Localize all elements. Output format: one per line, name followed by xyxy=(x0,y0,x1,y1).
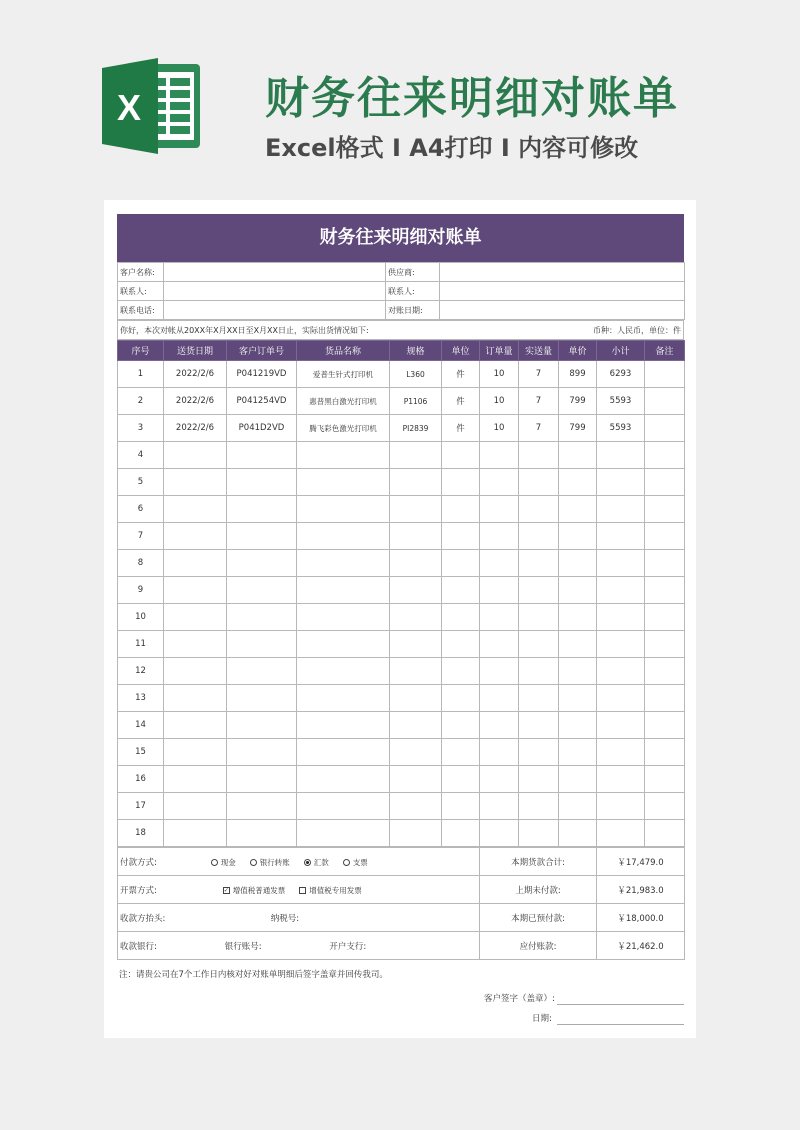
cell-name[interactable] xyxy=(297,685,390,712)
cell-no: 2 xyxy=(118,388,164,415)
cell-date[interactable] xyxy=(164,631,227,658)
phone-label: 联系电话: xyxy=(118,301,164,320)
cell-date[interactable] xyxy=(164,793,227,820)
payment-option-label: 支票 xyxy=(352,857,368,867)
column-header: 序号 xyxy=(118,341,164,361)
cell-unit[interactable] xyxy=(442,577,480,604)
reconcile-date-field[interactable] xyxy=(440,301,685,320)
customer-signature-label: 客户签字（盖章）: xyxy=(484,994,555,1004)
cell-order[interactable]: P041D2VD xyxy=(227,415,297,442)
payee-cell xyxy=(118,904,480,932)
cell-subtotal[interactable] xyxy=(597,550,645,577)
excel-logo-icon xyxy=(102,58,202,154)
customer-name-field[interactable] xyxy=(164,263,386,282)
cell-sent[interactable] xyxy=(519,820,559,847)
cell-sent[interactable] xyxy=(519,739,559,766)
cell-sent[interactable] xyxy=(519,577,559,604)
payment-option-label: 现金 xyxy=(220,857,236,867)
cell-spec[interactable] xyxy=(390,469,442,496)
table-row xyxy=(118,658,685,685)
cell-order[interactable] xyxy=(227,442,297,469)
cell-no: 8 xyxy=(118,550,164,577)
cell-sent[interactable] xyxy=(519,604,559,631)
cell-price[interactable] xyxy=(559,766,597,793)
summary-label-3: 应付账款: xyxy=(480,932,597,960)
cell-price[interactable]: 899 xyxy=(559,361,597,388)
cell-name[interactable] xyxy=(297,523,390,550)
cell-price[interactable] xyxy=(559,820,597,847)
cell-order[interactable] xyxy=(227,577,297,604)
cell-qty[interactable] xyxy=(480,658,519,685)
cell-order[interactable]: P041254VD xyxy=(227,388,297,415)
cell-sent[interactable] xyxy=(519,685,559,712)
cell-order[interactable]: P041219VD xyxy=(227,361,297,388)
cell-order[interactable] xyxy=(227,739,297,766)
bank-cell xyxy=(118,932,480,960)
cell-order[interactable] xyxy=(227,793,297,820)
cell-remark[interactable] xyxy=(645,550,685,577)
cell-date[interactable] xyxy=(164,523,227,550)
table-row xyxy=(118,685,685,712)
invoice-option-label: 增值税普通发票 xyxy=(232,885,286,895)
cell-name[interactable] xyxy=(297,469,390,496)
cell-price[interactable]: 799 xyxy=(559,388,597,415)
cell-order[interactable] xyxy=(227,469,297,496)
payment-option[interactable] xyxy=(304,857,329,868)
column-header: 实送量 xyxy=(519,341,559,361)
cell-subtotal[interactable] xyxy=(597,496,645,523)
cell-no: 12 xyxy=(118,658,164,685)
invoice-option[interactable] xyxy=(223,885,286,896)
payment-method-label: 付款方式: xyxy=(120,857,157,868)
cell-spec[interactable] xyxy=(390,604,442,631)
table-row xyxy=(118,469,685,496)
cell-date[interactable] xyxy=(164,550,227,577)
cell-unit[interactable] xyxy=(442,712,480,739)
cell-no: 6 xyxy=(118,496,164,523)
cell-date[interactable] xyxy=(164,604,227,631)
cell-remark[interactable] xyxy=(645,388,685,415)
cell-subtotal[interactable] xyxy=(597,604,645,631)
cell-qty[interactable]: 10 xyxy=(480,415,519,442)
cell-spec[interactable] xyxy=(390,712,442,739)
summary-label-1: 上期未付款: xyxy=(480,876,597,904)
cell-spec[interactable] xyxy=(390,820,442,847)
invoice-method-label: 开票方式: xyxy=(120,885,157,896)
cell-remark[interactable] xyxy=(645,739,685,766)
cell-spec[interactable]: PI2839 xyxy=(390,415,442,442)
cell-qty[interactable] xyxy=(480,793,519,820)
banner-title: 财务往来明细对账单 xyxy=(265,73,679,124)
cell-date[interactable] xyxy=(164,442,227,469)
cell-no: 7 xyxy=(118,523,164,550)
cell-qty[interactable] xyxy=(480,469,519,496)
cell-price[interactable] xyxy=(559,523,597,550)
summary-value-2: ￥18,000.0 xyxy=(597,904,685,932)
table-row xyxy=(118,712,685,739)
cell-price[interactable] xyxy=(559,496,597,523)
cell-sent[interactable] xyxy=(519,766,559,793)
cell-price[interactable]: 799 xyxy=(559,415,597,442)
statement-sheet xyxy=(104,200,696,1038)
items-table xyxy=(117,340,685,847)
summary-value-3: ￥21,462.0 xyxy=(597,932,685,960)
contact-label: 联系人: xyxy=(118,282,164,301)
cell-sent[interactable] xyxy=(519,631,559,658)
invoice-option[interactable] xyxy=(299,885,362,896)
payment-option-label: 汇款 xyxy=(313,857,329,867)
column-header: 备注 xyxy=(645,341,685,361)
cell-remark[interactable] xyxy=(645,793,685,820)
cell-qty[interactable] xyxy=(480,604,519,631)
invoice-option-label: 增值税专用发票 xyxy=(309,885,362,895)
cell-unit[interactable] xyxy=(442,442,480,469)
cell-sent[interactable] xyxy=(519,550,559,577)
cell-price[interactable] xyxy=(559,442,597,469)
cell-subtotal[interactable] xyxy=(597,685,645,712)
cell-spec[interactable] xyxy=(390,523,442,550)
cell-price[interactable] xyxy=(559,739,597,766)
supplier-field[interactable] xyxy=(440,263,685,282)
cell-order[interactable] xyxy=(227,523,297,550)
cell-price[interactable] xyxy=(559,685,597,712)
cell-unit[interactable] xyxy=(442,604,480,631)
column-header: 货品名称 xyxy=(297,341,390,361)
bank-label: 收款银行: xyxy=(120,941,157,952)
cell-order[interactable] xyxy=(227,820,297,847)
cell-subtotal[interactable] xyxy=(597,766,645,793)
cell-unit[interactable] xyxy=(442,739,480,766)
cell-unit[interactable] xyxy=(442,793,480,820)
cell-date[interactable] xyxy=(164,820,227,847)
payment-option[interactable] xyxy=(211,857,236,868)
sign-date-label: 日期: xyxy=(532,1014,552,1024)
cell-remark[interactable] xyxy=(645,712,685,739)
cell-spec[interactable] xyxy=(390,496,442,523)
cell-remark[interactable] xyxy=(645,820,685,847)
cell-sent[interactable] xyxy=(519,442,559,469)
table-row xyxy=(118,604,685,631)
cell-qty[interactable] xyxy=(480,712,519,739)
intro-table xyxy=(117,320,684,340)
cell-subtotal[interactable] xyxy=(597,469,645,496)
cell-spec[interactable] xyxy=(390,739,442,766)
table-row xyxy=(118,496,685,523)
cell-name[interactable] xyxy=(297,496,390,523)
cell-name[interactable] xyxy=(297,442,390,469)
cell-name[interactable] xyxy=(297,793,390,820)
cell-subtotal[interactable] xyxy=(597,577,645,604)
customer-name-label: 客户名称: xyxy=(118,263,164,282)
cell-subtotal[interactable] xyxy=(597,820,645,847)
cell-order[interactable] xyxy=(227,712,297,739)
cell-price[interactable] xyxy=(559,631,597,658)
column-header: 规格 xyxy=(390,341,442,361)
cell-unit[interactable] xyxy=(442,469,480,496)
cell-unit[interactable] xyxy=(442,523,480,550)
cell-sent[interactable] xyxy=(519,496,559,523)
checkbox-icon: ✓ xyxy=(223,887,229,894)
cell-subtotal[interactable]: 5593 xyxy=(597,415,645,442)
table-row xyxy=(118,388,685,415)
cell-remark[interactable] xyxy=(645,604,685,631)
payment-method-cell xyxy=(118,848,480,876)
cell-name[interactable] xyxy=(297,712,390,739)
branch-label: 开户支行: xyxy=(329,941,367,952)
cell-date[interactable]: 2022/2/6 xyxy=(164,361,227,388)
column-header: 订单量 xyxy=(480,341,519,361)
cell-subtotal[interactable] xyxy=(597,658,645,685)
cell-qty[interactable] xyxy=(480,766,519,793)
contact-field[interactable] xyxy=(164,282,386,301)
cell-price[interactable] xyxy=(559,550,597,577)
cell-price[interactable] xyxy=(559,712,597,739)
cell-remark[interactable] xyxy=(645,361,685,388)
cell-name[interactable]: 腾飞彩色激光打印机 xyxy=(297,415,390,442)
cell-qty[interactable] xyxy=(480,820,519,847)
cell-no: 4 xyxy=(118,442,164,469)
cell-remark[interactable] xyxy=(645,442,685,469)
cell-sent[interactable] xyxy=(519,793,559,820)
signature-line[interactable] xyxy=(557,1004,684,1005)
column-header: 送货日期 xyxy=(164,341,227,361)
cell-name[interactable] xyxy=(297,766,390,793)
payment-option-label: 银行转账 xyxy=(259,857,290,867)
cell-remark[interactable] xyxy=(645,469,685,496)
cell-subtotal[interactable] xyxy=(597,631,645,658)
cell-spec[interactable] xyxy=(390,550,442,577)
summary-value-1: ￥21,983.0 xyxy=(597,876,685,904)
summary-value-0: ￥17,479.0 xyxy=(597,848,685,876)
cell-remark[interactable] xyxy=(645,658,685,685)
cell-qty[interactable] xyxy=(480,685,519,712)
cell-no: 1 xyxy=(118,361,164,388)
cell-remark[interactable] xyxy=(645,685,685,712)
cell-price[interactable] xyxy=(559,577,597,604)
account-label: 银行账号: xyxy=(224,941,262,952)
column-header: 小计 xyxy=(597,341,645,361)
table-row xyxy=(118,523,685,550)
cell-price[interactable] xyxy=(559,469,597,496)
tax-number-label: 纳税号: xyxy=(270,913,300,924)
cell-date[interactable] xyxy=(164,658,227,685)
cell-no: 14 xyxy=(118,712,164,739)
cell-qty[interactable]: 10 xyxy=(480,388,519,415)
cell-subtotal[interactable] xyxy=(597,712,645,739)
column-header: 客户订单号 xyxy=(227,341,297,361)
cell-order[interactable] xyxy=(227,496,297,523)
cell-price[interactable] xyxy=(559,604,597,631)
cell-no: 3 xyxy=(118,415,164,442)
cell-name[interactable] xyxy=(297,658,390,685)
cell-subtotal[interactable] xyxy=(597,793,645,820)
cell-order[interactable] xyxy=(227,658,297,685)
intro-text: 你好，本次对帐从20XX年X月XX日至X月XX日止，实际出货情况如下: xyxy=(118,321,401,340)
contact2-label: 联系人: xyxy=(386,282,440,301)
cell-subtotal[interactable] xyxy=(597,523,645,550)
column-header: 单位 xyxy=(442,341,480,361)
cell-sent[interactable] xyxy=(519,712,559,739)
cell-subtotal[interactable] xyxy=(597,739,645,766)
cell-qty[interactable] xyxy=(480,577,519,604)
cell-sent[interactable] xyxy=(519,658,559,685)
table-row xyxy=(118,739,685,766)
cell-unit[interactable]: 件 xyxy=(442,388,480,415)
cell-spec[interactable] xyxy=(390,577,442,604)
payment-option[interactable] xyxy=(343,857,368,868)
cell-no: 9 xyxy=(118,577,164,604)
cell-remark[interactable] xyxy=(645,496,685,523)
cell-sent[interactable]: 7 xyxy=(519,361,559,388)
cell-no: 17 xyxy=(118,793,164,820)
cell-spec[interactable]: P1106 xyxy=(390,388,442,415)
cell-unit[interactable] xyxy=(442,820,480,847)
cell-price[interactable] xyxy=(559,793,597,820)
payee-label: 收款方抬头: xyxy=(120,913,166,924)
cell-remark[interactable] xyxy=(645,577,685,604)
checkbox-icon xyxy=(299,887,306,894)
cell-date[interactable] xyxy=(164,577,227,604)
cell-no: 15 xyxy=(118,739,164,766)
cell-remark[interactable] xyxy=(645,766,685,793)
cell-spec[interactable] xyxy=(390,685,442,712)
phone-field[interactable] xyxy=(164,301,386,320)
table-row xyxy=(118,766,685,793)
cell-unit[interactable] xyxy=(442,496,480,523)
sign-date-line[interactable] xyxy=(557,1024,684,1025)
cell-date[interactable]: 2022/2/6 xyxy=(164,415,227,442)
radio-icon xyxy=(304,859,311,866)
cell-no: 5 xyxy=(118,469,164,496)
cell-order[interactable] xyxy=(227,604,297,631)
cell-date[interactable] xyxy=(164,469,227,496)
cell-subtotal[interactable]: 5593 xyxy=(597,388,645,415)
cell-no: 18 xyxy=(118,820,164,847)
cell-qty[interactable] xyxy=(480,739,519,766)
cell-unit[interactable] xyxy=(442,685,480,712)
cell-qty[interactable] xyxy=(480,442,519,469)
cell-unit[interactable] xyxy=(442,658,480,685)
cell-qty[interactable]: 10 xyxy=(480,361,519,388)
cell-qty[interactable] xyxy=(480,631,519,658)
cell-name[interactable]: 惠普黑白激光打印机 xyxy=(297,388,390,415)
cell-name[interactable] xyxy=(297,577,390,604)
invoice-method-cell xyxy=(118,876,480,904)
logo-letter: X xyxy=(116,87,142,128)
cell-qty[interactable] xyxy=(480,496,519,523)
column-header: 单价 xyxy=(559,341,597,361)
cell-no: 16 xyxy=(118,766,164,793)
cell-name[interactable] xyxy=(297,820,390,847)
cell-subtotal[interactable] xyxy=(597,442,645,469)
cell-sent[interactable] xyxy=(519,469,559,496)
cell-unit[interactable]: 件 xyxy=(442,361,480,388)
cell-spec[interactable]: L360 xyxy=(390,361,442,388)
cell-date[interactable] xyxy=(164,766,227,793)
cell-unit[interactable] xyxy=(442,631,480,658)
cell-date[interactable]: 2022/2/6 xyxy=(164,388,227,415)
cell-name[interactable]: 爱普生针式打印机 xyxy=(297,361,390,388)
table-row xyxy=(118,442,685,469)
cell-qty[interactable] xyxy=(480,550,519,577)
payment-table xyxy=(117,847,685,960)
table-row xyxy=(118,550,685,577)
cell-no: 11 xyxy=(118,631,164,658)
radio-icon xyxy=(250,859,257,866)
cell-spec[interactable] xyxy=(390,658,442,685)
supplier-label: 供应商: xyxy=(386,263,440,282)
cell-no: 13 xyxy=(118,685,164,712)
cell-remark[interactable] xyxy=(645,415,685,442)
footer-note: 注：请贵公司在7个工作日内核对好对账单明细后签字盖章并回传我司。 xyxy=(119,970,388,980)
cell-name[interactable] xyxy=(297,739,390,766)
cell-price[interactable] xyxy=(559,658,597,685)
cell-subtotal[interactable]: 6293 xyxy=(597,361,645,388)
cell-date[interactable] xyxy=(164,712,227,739)
cell-name[interactable] xyxy=(297,550,390,577)
cell-spec[interactable] xyxy=(390,442,442,469)
cell-date[interactable] xyxy=(164,685,227,712)
cell-remark[interactable] xyxy=(645,631,685,658)
cell-qty[interactable] xyxy=(480,523,519,550)
cell-remark[interactable] xyxy=(645,523,685,550)
cell-unit[interactable] xyxy=(442,550,480,577)
table-row xyxy=(118,415,685,442)
cell-no: 10 xyxy=(118,604,164,631)
cell-spec[interactable] xyxy=(390,766,442,793)
payment-option[interactable] xyxy=(250,857,290,868)
table-row xyxy=(118,631,685,658)
cell-sent[interactable]: 7 xyxy=(519,388,559,415)
cell-sent[interactable]: 7 xyxy=(519,415,559,442)
cell-order[interactable] xyxy=(227,685,297,712)
summary-label-0: 本期货款合计: xyxy=(480,848,597,876)
cell-spec[interactable] xyxy=(390,631,442,658)
cell-order[interactable] xyxy=(227,631,297,658)
table-row xyxy=(118,361,685,388)
cell-order[interactable] xyxy=(227,550,297,577)
cell-name[interactable] xyxy=(297,604,390,631)
sheet-title: 财务往来明细对账单 xyxy=(117,214,684,262)
table-row xyxy=(118,577,685,604)
currency-text: 币种：人民币，单位：件 xyxy=(401,321,684,340)
cell-order[interactable] xyxy=(227,766,297,793)
cell-date[interactable] xyxy=(164,496,227,523)
info-table xyxy=(117,262,685,320)
banner-subtitle: Excel格式 I A4打印 I 内容可修改 xyxy=(265,134,639,162)
cell-sent[interactable] xyxy=(519,523,559,550)
summary-label-2: 本期已预付款: xyxy=(480,904,597,932)
radio-icon xyxy=(211,859,218,866)
cell-unit[interactable]: 件 xyxy=(442,415,480,442)
cell-name[interactable] xyxy=(297,631,390,658)
cell-date[interactable] xyxy=(164,739,227,766)
reconcile-date-label: 对账日期: xyxy=(386,301,440,320)
contact2-field[interactable] xyxy=(440,282,685,301)
table-row xyxy=(118,793,685,820)
radio-icon xyxy=(343,859,350,866)
table-row xyxy=(118,820,685,847)
cell-spec[interactable] xyxy=(390,793,442,820)
cell-unit[interactable] xyxy=(442,766,480,793)
